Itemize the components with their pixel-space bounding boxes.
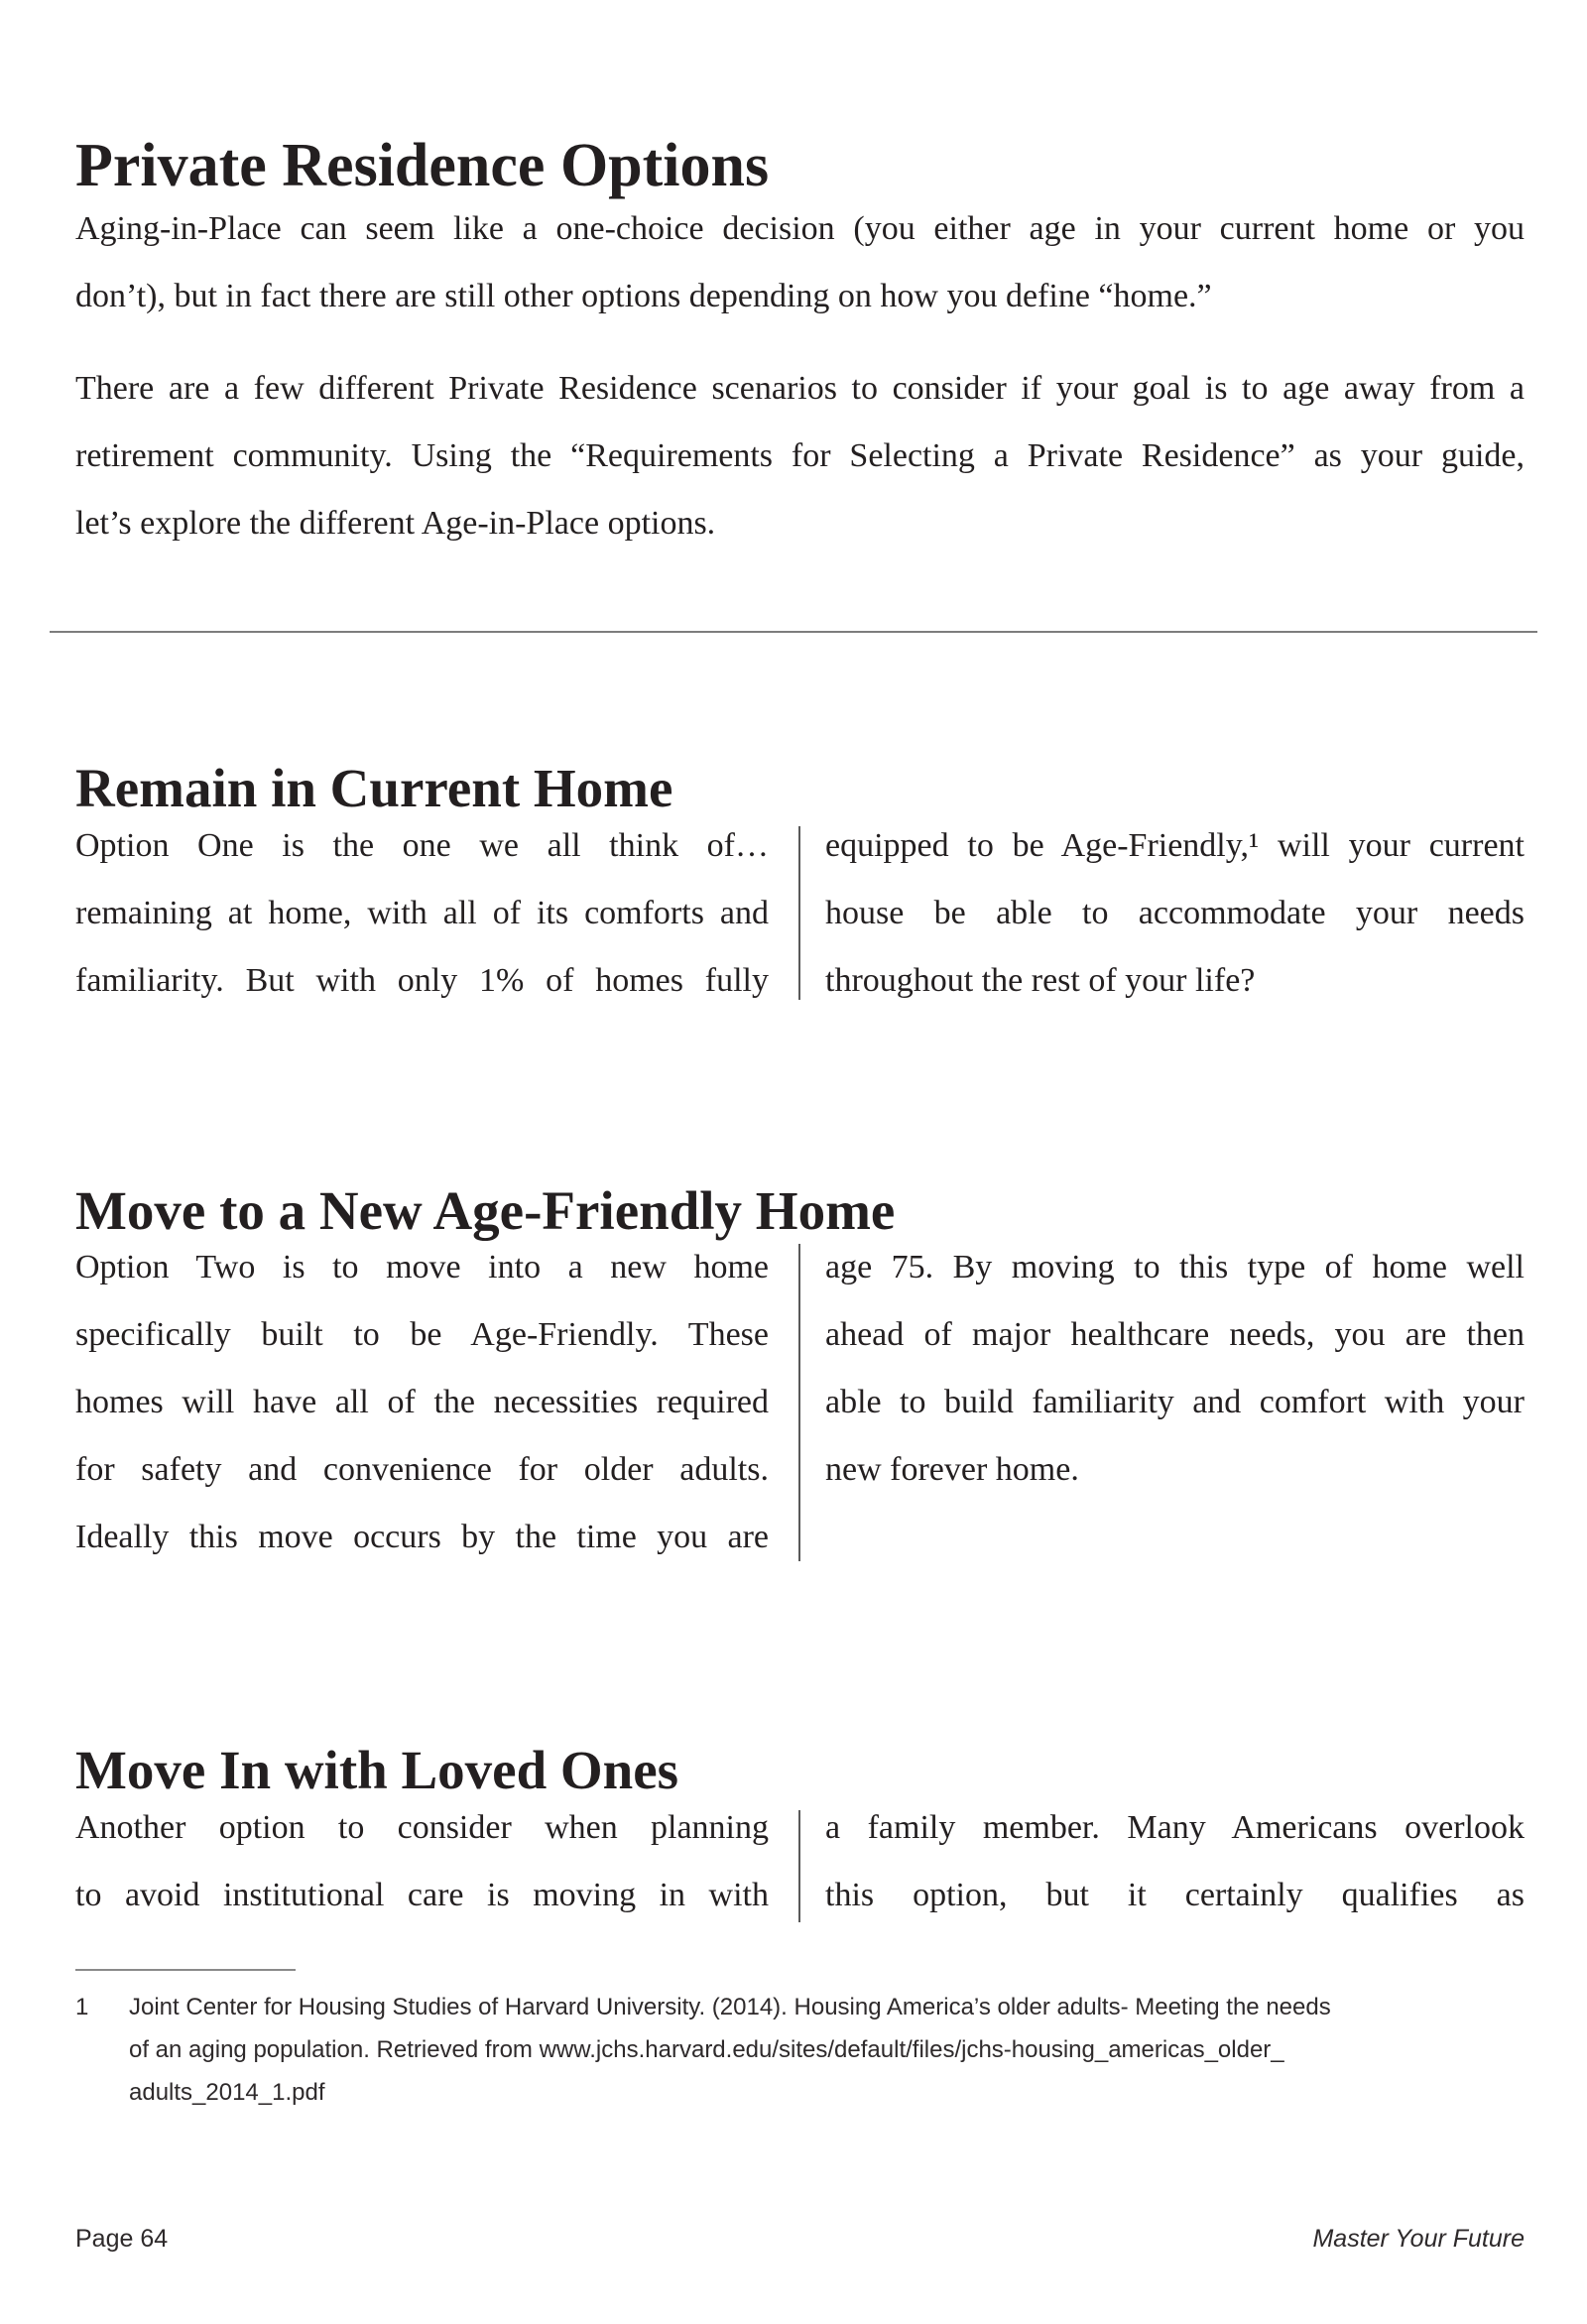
text-line: this option, but it certainly qualifies as bbox=[825, 1877, 1525, 1913]
text-line: age 75. By moving to this type of home well bbox=[825, 1249, 1525, 1285]
text-line: Joint Center for Housing Studies of Harvard University. (2014). Housing America’s older adults- Meeting the needs bbox=[129, 1994, 1331, 2020]
column-divider bbox=[798, 826, 800, 1000]
footnote-marker: 1 bbox=[75, 1994, 89, 2020]
column-right bbox=[825, 812, 1525, 1015]
section-heading-move-in-with-loved-ones: Move In with Loved Ones bbox=[75, 1739, 679, 1800]
text-line: adults_2014_1.pdf bbox=[129, 2079, 325, 2106]
text-line: Ideally this move occurs by the time you are bbox=[75, 1519, 769, 1555]
intro-paragraph-2 bbox=[75, 355, 1525, 557]
column-left bbox=[75, 812, 769, 1015]
section-remain-in-current-home bbox=[75, 812, 1525, 1015]
footnote-text bbox=[129, 1986, 1525, 2114]
text-line: house be able to accommodate your needs bbox=[825, 895, 1525, 931]
text-line: specifically built to be Age-Friendly. These bbox=[75, 1316, 769, 1353]
text-line: remaining at home, with all of its comforts and bbox=[75, 895, 769, 931]
column-divider bbox=[798, 1244, 800, 1561]
text-line: able to build familiarity and comfort with your bbox=[825, 1384, 1525, 1420]
section-move-to-new-age-friendly-home bbox=[75, 1234, 1525, 1571]
text-line: ahead of major healthcare needs, you are then bbox=[825, 1316, 1525, 1353]
text-line: Aging-in-Place can seem like a one-choice decision (you either age in your current home or you bbox=[75, 210, 1525, 247]
column-left bbox=[75, 1234, 769, 1571]
column-right bbox=[825, 1234, 1525, 1504]
section-divider-rule bbox=[50, 631, 1537, 633]
text-line: to avoid institutional care is moving in with bbox=[75, 1877, 769, 1913]
column-divider bbox=[798, 1810, 800, 1922]
footer-page-number: Page 64 bbox=[75, 2225, 169, 2253]
text-line: retirement community. Using the “Requirements for Selecting a Private Residence” as your guide, bbox=[75, 437, 1525, 474]
text-line: a family member. Many Americans overlook bbox=[825, 1809, 1525, 1846]
text-line: let’s explore the different Age-in-Place options. bbox=[75, 505, 716, 542]
page-title: Private Residence Options bbox=[75, 131, 770, 199]
column-left bbox=[75, 1794, 769, 1929]
text-line: don’t), but in fact there are still other options depending on how you define “home.” bbox=[75, 278, 1212, 314]
text-line: of an aging population. Retrieved from www.jchs.harvard.edu/sites/default/files/jchs-housing_americas_older_ bbox=[129, 2036, 1284, 2063]
section-move-in-with-loved-ones bbox=[75, 1794, 1525, 1929]
text-line: There are a few different Private Residence scenarios to consider if your goal is to age away from a bbox=[75, 370, 1525, 407]
footnote-rule bbox=[75, 1969, 296, 1971]
section-heading-move-to-new-age-friendly-home: Move to a New Age-Friendly Home bbox=[75, 1179, 896, 1241]
text-line: Option Two is to move into a new home bbox=[75, 1249, 769, 1285]
text-line: Another option to consider when planning bbox=[75, 1809, 769, 1846]
section-heading-remain-in-current-home: Remain in Current Home bbox=[75, 757, 673, 818]
column-right bbox=[825, 1794, 1525, 1929]
text-line: Option One is the one we all think of… bbox=[75, 827, 769, 864]
text-line: new forever home. bbox=[825, 1451, 1079, 1488]
text-line: for safety and convenience for older adults. bbox=[75, 1451, 769, 1488]
text-line: throughout the rest of your life? bbox=[825, 962, 1256, 999]
text-line: homes will have all of the necessities required bbox=[75, 1384, 769, 1420]
text-line: familiarity. But with only 1% of homes fully bbox=[75, 962, 769, 999]
footer-book-title: Master Your Future bbox=[1312, 2225, 1525, 2253]
text-line: equipped to be Age-Friendly,¹ will your current bbox=[825, 827, 1525, 864]
intro-paragraph-1 bbox=[75, 195, 1525, 330]
